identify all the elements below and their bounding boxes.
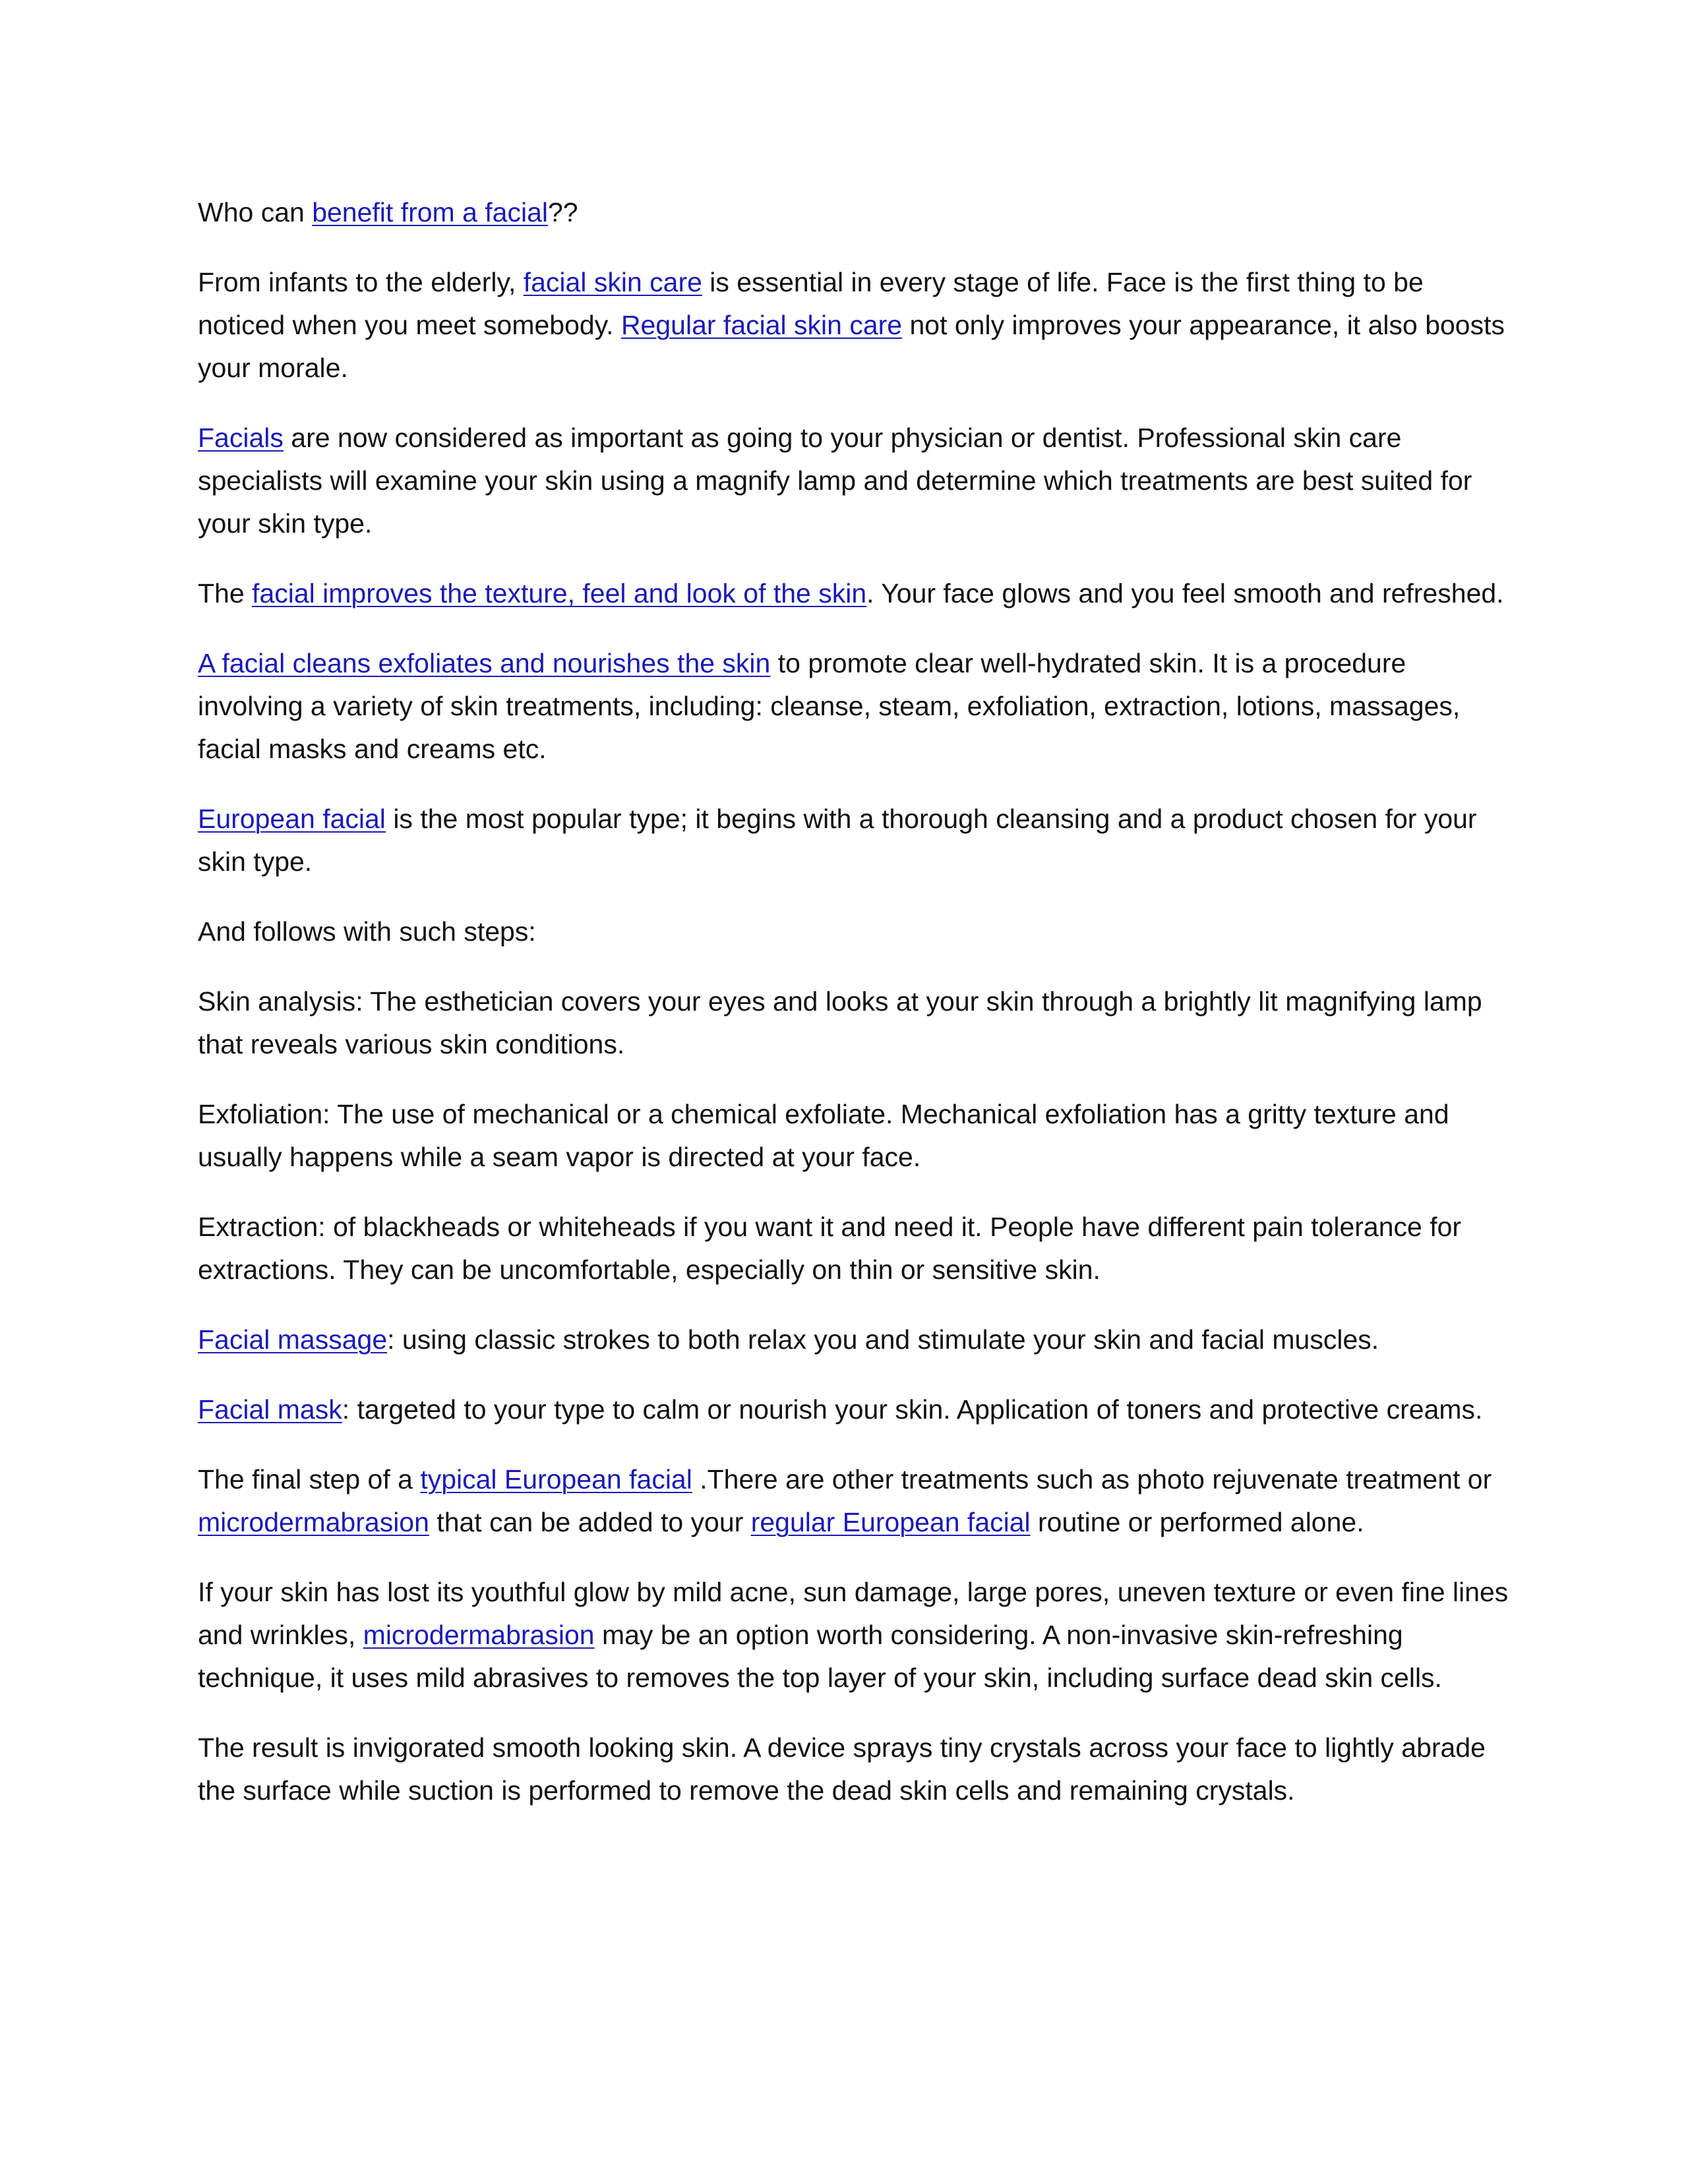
paragraph [198,1388,1510,1431]
hyperlink[interactable]: microdermabrasion [363,1620,595,1650]
hyperlink[interactable]: Regular facial skin care [620,310,903,340]
paragraph-text: . Your face glows and you feel smooth and refreshed. [866,578,1504,608]
paragraph-text: The result is invigorated smooth looking skin. A device sprays tiny crystals across your face to lightly abrade the surface while suction is performed to remove the dead skin cells and remaining crystals. [198,1732,1486,1806]
paragraph-text: are now considered as important as going to your physician or dentist. Professional skin care specialists will examine your skin using a magnify lamp and determine which treatments are best suited for your skin type. [198,423,1472,539]
paragraph-text: Skin analysis: The esthetician covers your eyes and looks at your skin through a brightly lit magnifying lamp that reveals various skin conditions. [198,986,1482,1059]
paragraph [198,1727,1510,1812]
hyperlink[interactable]: microdermabrasion [198,1507,429,1537]
hyperlink[interactable]: Facials [198,423,284,453]
paragraph-text: Exfoliation: The use of mechanical or a chemical exfoliate. Mechanical exfoliation has a gritty texture and usually happens while a seam vapor is directed at your face. [198,1099,1449,1172]
paragraph-text: : targeted to your type to calm or nourish your skin. Application of toners and protective creams. [342,1394,1483,1425]
paragraph-text: not only improves your appearance, it also boosts your morale. [198,310,1505,383]
hyperlink[interactable]: facial improves the texture, feel and look of the skin [252,578,867,608]
paragraph-text: is the most popular type; it begins with a thorough cleansing and a product chosen for your skin type. [198,804,1477,877]
document-page [198,191,1510,1839]
hyperlink[interactable]: regular European facial [750,1507,1031,1537]
paragraph [198,910,1510,953]
paragraph-text: ?? [548,197,578,227]
hyperlink[interactable]: benefit from a facial [312,197,548,227]
paragraph [198,261,1510,390]
hyperlink[interactable]: Facial mask [198,1394,342,1425]
paragraph [198,572,1510,615]
paragraph-text: Extraction: of blackheads or whiteheads if you want it and need it. People have different pain tolerance for extractions. They can be uncomfortable, especially on thin or sensitive skin. [198,1212,1462,1285]
paragraph [198,642,1510,771]
paragraph [198,1206,1510,1291]
paragraph-text: to promote clear well-hydrated skin. It is a procedure involving a variety of skin treatments, including: cleanse, steam, exfoliation, extraction, lotions, massages, facial masks and creams etc. [198,648,1461,764]
hyperlink[interactable]: European facial [198,804,386,834]
paragraph-text: is essential in every stage of life. Face is the first thing to be noticed when you meet somebody. [198,267,1424,340]
paragraph [198,980,1510,1066]
paragraph-text: may be an option worth considering. A non-invasive skin-refreshing technique, it uses mild abrasives to removes the top layer of your skin, including surface dead skin cells. [198,1620,1442,1693]
hyperlink[interactable]: facial skin care [523,267,702,297]
paragraph-text: .There are other treatments such as photo rejuvenate treatment or [692,1464,1492,1494]
paragraph-text: The final step of a [198,1464,421,1494]
paragraph [198,1093,1510,1179]
paragraph [198,191,1510,234]
hyperlink[interactable]: Facial massage [198,1324,388,1355]
paragraph-text: If your skin has lost its youthful glow by mild acne, sun damage, large pores, uneven texture or even fine lines and wrinkles, [198,1577,1509,1650]
paragraph-text: that can be added to your [429,1507,751,1537]
paragraph-text: Who can [198,197,313,227]
paragraph [198,1571,1510,1699]
paragraph [198,1318,1510,1361]
paragraph [198,798,1510,883]
paragraph-text: : using classic strokes to both relax you and stimulate your skin and facial muscles. [387,1324,1379,1355]
paragraph-text: The [198,578,253,608]
paragraph [198,417,1510,545]
paragraph-text: routine or performed alone. [1030,1507,1364,1537]
hyperlink[interactable]: typical European facial [420,1464,692,1494]
paragraph [198,1458,1510,1544]
paragraph-text: From infants to the elderly, [198,267,524,297]
paragraph-text: And follows with such steps: [198,916,536,947]
hyperlink[interactable]: A facial cleans exfoliates and nourishes the skin [198,648,771,678]
